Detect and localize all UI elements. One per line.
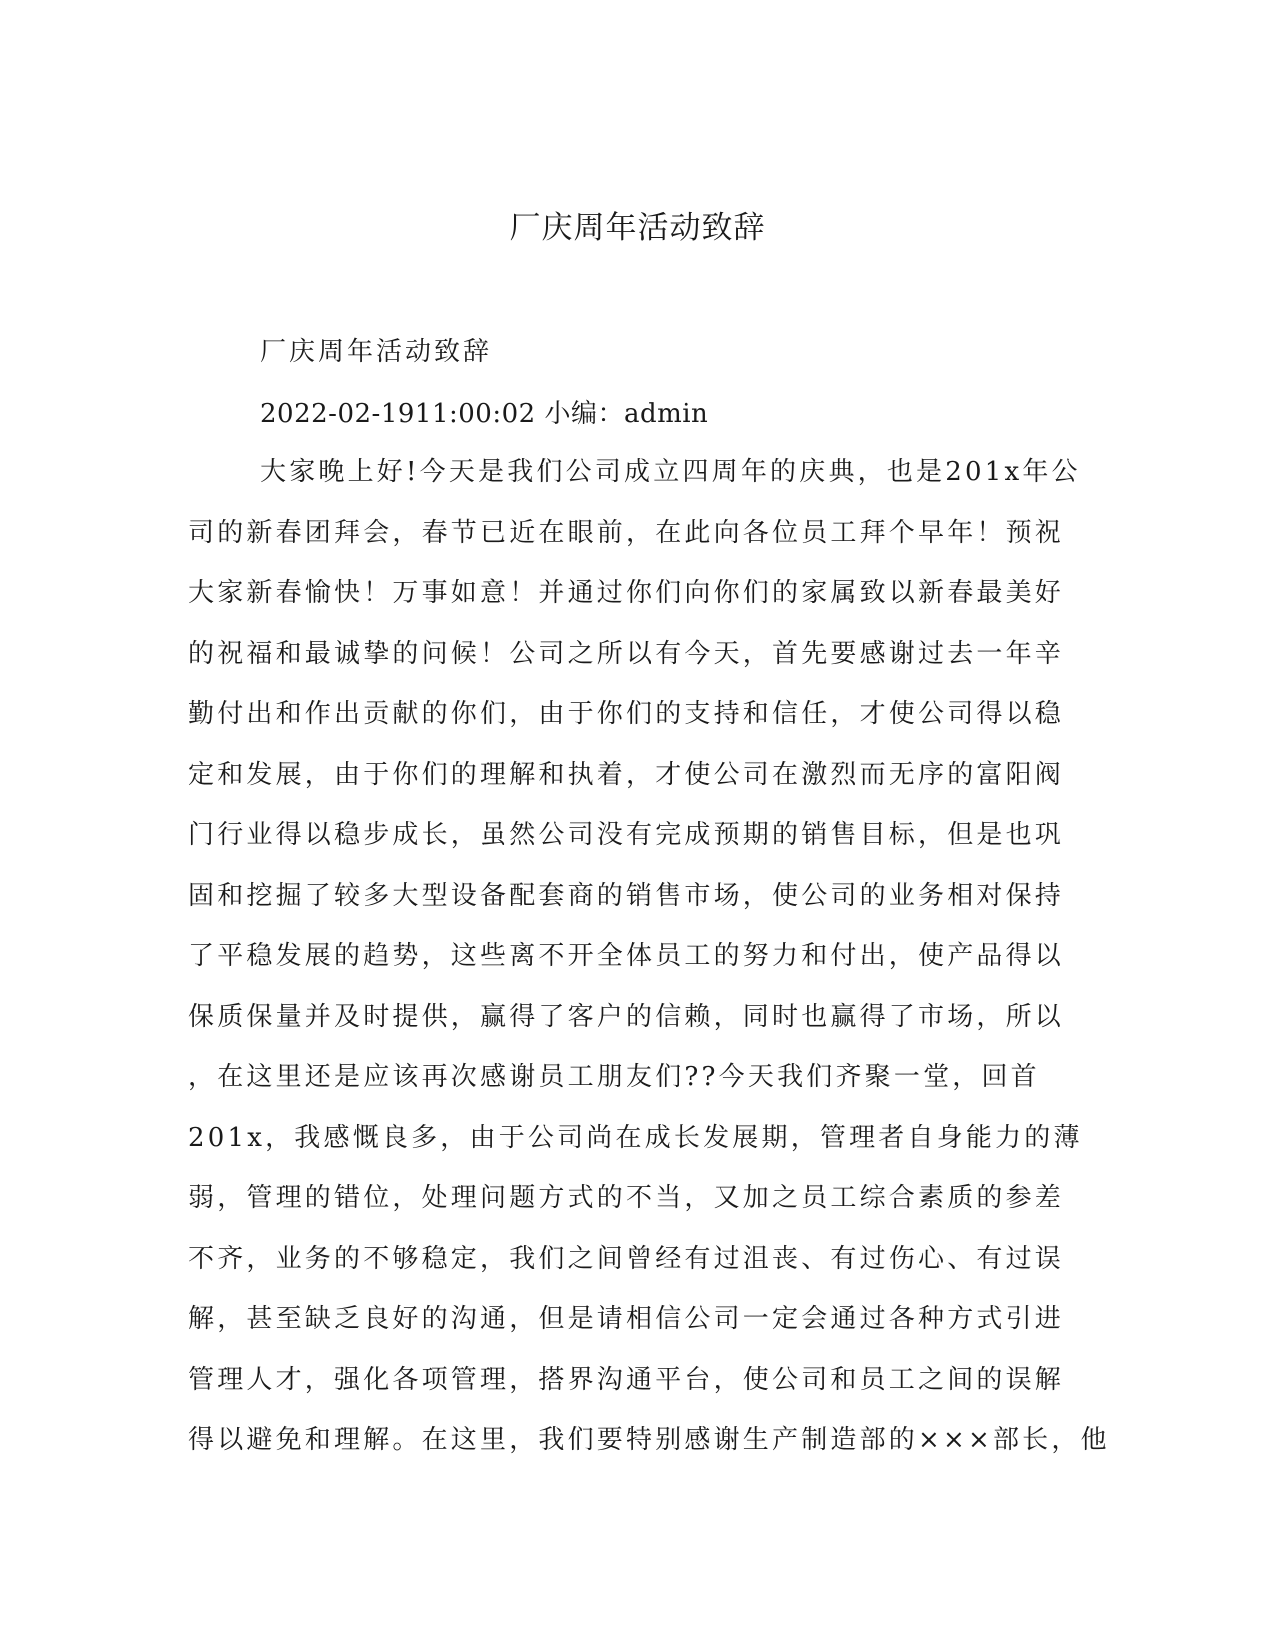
body-line: 司的新春团拜会，春节已近在眼前，在此向各位员工拜个早年！预祝 (188, 517, 1065, 548)
body-line: 了平稳发展的趋势，这些离不开全体员工的努力和付出，使产品得以 (188, 941, 1065, 971)
document-meta: 2022-02-1911:00:02 小编：admin (260, 399, 709, 429)
body-line: 大家晚上好!今天是我们公司成立四周年的庆典，也是201x年公 (260, 457, 1081, 487)
body-line: 201x，我感慨良多，由于公司尚在成长发展期，管理者自身能力的薄 (188, 1122, 1083, 1153)
body-line: 门行业得以稳步成长，虽然公司没有完成预期的销售目标，但是也巩 (188, 820, 1065, 850)
body-line: 管理人才，强化各项管理，搭界沟通平台，使公司和员工之间的误解 (188, 1364, 1065, 1395)
document-title: 厂庆周年活动致辞 (509, 210, 766, 246)
body-line: 保质保量并及时提供，赢得了客户的信赖，同时也赢得了市场，所以 (188, 1001, 1065, 1032)
body-line: 解，甚至缺乏良好的沟通，但是请相信公司一定会通过各种方式引进 (188, 1304, 1065, 1334)
body-line: 弱，管理的错位，处理问题方式的不当，又加之员工综合素质的参差 (188, 1183, 1065, 1213)
document-body (188, 452, 1110, 1481)
body-line: 固和挖掘了较多大型设备配套商的销售市场，使公司的业务相对保持 (188, 880, 1065, 911)
body-line: 不齐，业务的不够稳定，我们之间曾经有过沮丧、有过伤心、有过误 (188, 1243, 1065, 1274)
body-line: ，在这里还是应该再次感谢员工朋友们??今天我们齐聚一堂，回首 (188, 1062, 1040, 1092)
body-line: 勤付出和作出贡献的你们，由于你们的支持和信任，才使公司得以稳 (188, 699, 1065, 729)
body-line: 定和发展，由于你们的理解和执着，才使公司在激烈而无序的富阳阀 (188, 759, 1065, 790)
document-subtitle: 厂庆周年活动致辞 (260, 337, 493, 367)
body-line: 得以避免和理解。在这里，我们要特别感谢生产制造部的×××部长，他 (188, 1425, 1110, 1455)
body-line: 大家新春愉快！万事如意！并通过你们向你们的家属致以新春最美好 (188, 578, 1065, 608)
body-line: 的祝福和最诚挚的问候！公司之所以有今天，首先要感谢过去一年辛 (188, 638, 1065, 669)
